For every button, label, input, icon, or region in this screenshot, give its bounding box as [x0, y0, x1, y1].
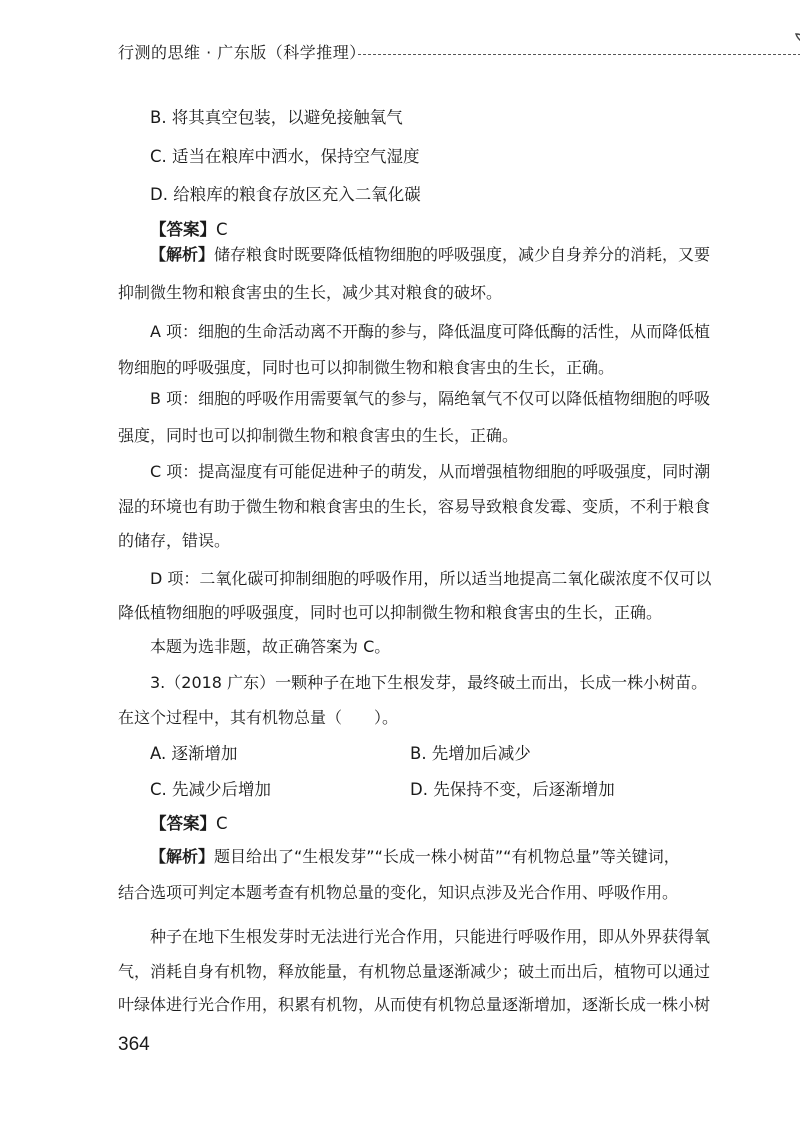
q2-item-c-line-2: 湿的环境也有助于微生物和粮食害虫的生长，容易导致粮食发霉、变质，不利于粮食	[118, 497, 711, 516]
q2-analysis-label: 【解析】	[150, 245, 215, 264]
q3-analysis-line-2: 结合选项可判定本题考查有机物总量的变化，知识点涉及光合作用、呼吸作用。	[118, 883, 679, 902]
q3-stem-line-2: 在这个过程中，其有机物总量（ ）。	[118, 708, 399, 727]
q3-para-line-2: 气，消耗自身有机物，释放能量，有机物总量逐渐减少；破土而出后，植物可以通过	[118, 962, 711, 981]
q2-answer	[150, 216, 228, 240]
q3-option-b: B. 先增加后减少	[410, 744, 531, 763]
running-header	[118, 30, 718, 66]
q2-option-b: B. 将其真空包装，以避免接触氧气	[150, 108, 403, 127]
q3-analysis-line-1: 【解析】题目给出了“生根发芽”“长成一株小树苗”“有机物总量”等关键词，	[150, 847, 680, 866]
q2-answer-label: 【答案】	[150, 220, 216, 239]
q3-option-c: C. 先减少后增加	[150, 780, 272, 799]
q3-answer-value: C	[216, 814, 228, 833]
q3-para-line-3: 叶绿体进行光合作用，积累有机物，从而使有机物总量逐渐增加，逐渐长成一株小树	[118, 995, 711, 1014]
q2-item-c-line-1: C 项：提高湿度有可能促进种子的萌发，从而增强植物细胞的呼吸强度，同时潮	[150, 462, 711, 481]
header-title: 行测的思维 · 广东版（科学推理）	[118, 43, 366, 62]
q3-option-d: D. 先保持不变，后逐渐增加	[410, 780, 615, 799]
q2-option-c: C. 适当在粮库中洒水，保持空气湿度	[150, 147, 420, 166]
q2-item-a-line-2: 物细胞的呼吸强度，同时也可以抑制微生物和粮食害虫的生长，正确。	[118, 358, 615, 377]
header-rule	[358, 54, 800, 55]
q2-item-d-line-2: 降低植物细胞的呼吸强度，同时也可以抑制微生物和粮食害虫的生长，正确。	[118, 603, 663, 622]
q2-item-d-line-1: D 项：二氧化碳可抑制细胞的呼吸作用，所以适当地提高二氧化碳浓度不仅可以	[150, 569, 712, 588]
q3-answer-label: 【答案】	[150, 814, 216, 833]
q2-item-a-line-1: A 项：细胞的生命活动离不开酶的参与，降低温度可降低酶的活性，从而降低植	[150, 322, 711, 341]
q2-analysis-line-2: 抑制微生物和粮食害虫的生长，减少其对粮食的破坏。	[118, 283, 503, 302]
q3-analysis-label: 【解析】	[150, 847, 215, 866]
q3-option-a: A. 逐渐增加	[150, 744, 238, 763]
q2-item-b-line-2: 强度，同时也可以抑制微生物和粮食害虫的生长，正确。	[118, 426, 519, 445]
sprout-icon	[790, 30, 800, 60]
page-number: 364	[118, 1034, 150, 1055]
q2-analysis-line-1: 【解析】储存粮食时既要降低植物细胞的呼吸强度，减少自身养分的消耗，又要	[150, 245, 711, 264]
q2-item-b-line-1: B 项：细胞的呼吸作用需要氧气的参与，隔绝氧气不仅可以降低植物细胞的呼吸	[150, 389, 711, 408]
q3-answer	[150, 810, 228, 834]
q2-answer-value: C	[216, 220, 228, 239]
q3-para-line-1: 种子在地下生根发芽时无法进行光合作用，只能进行呼吸作用，即从外界获得氧	[150, 927, 711, 946]
q2-conclusion: 本题为选非题，故正确答案为 C。	[150, 637, 391, 656]
q3-stem-line-1: 3.（2018 广东）一颗种子在地下生根发芽，最终破土而出，长成一株小树苗。	[150, 673, 708, 692]
q2-item-c-line-3: 的储存，错误。	[118, 531, 231, 550]
q2-option-d: D. 给粮库的粮食存放区充入二氧化碳	[150, 185, 421, 204]
